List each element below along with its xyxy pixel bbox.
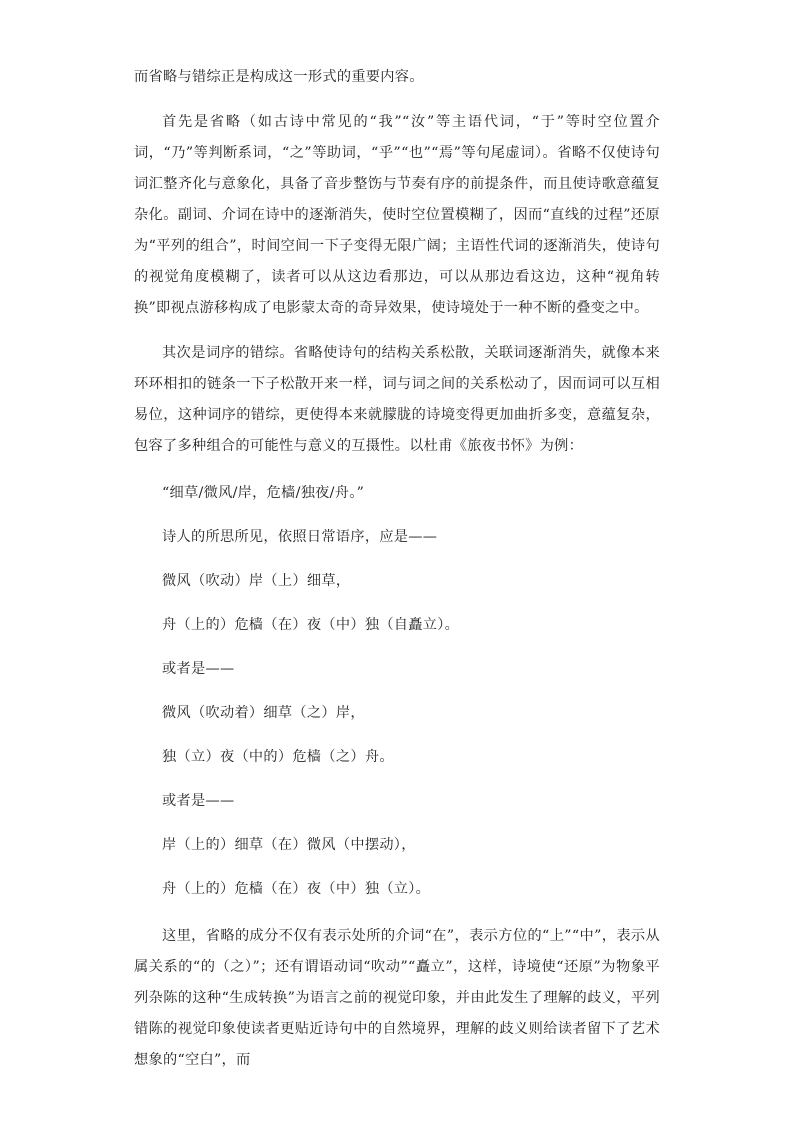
text-line: 诗人的所思所见，依照日常语序，应是——: [162, 529, 438, 545]
paragraph-intro: 而省略与错综正是构成这一形式的重要内容。: [134, 69, 424, 85]
text-line: 舟（上的）危樯（在）夜（中）独（自矗立）。: [162, 617, 460, 633]
poem-quote: “细草/微风/岸，危樯/独夜/舟。”: [162, 485, 365, 501]
text-line: 舟（上的）危樯（在）夜（中）独（立）。: [162, 881, 431, 897]
text-line: 或者是——: [162, 661, 235, 677]
text-line: 微风（吹动着）细草（之）岸，: [162, 705, 365, 721]
text-line: 微风（吹动）岸（上）细草，: [162, 573, 351, 589]
text-line: 独（立）夜（中的）危樯（之）舟。: [162, 749, 394, 765]
paragraph-word-order: 其次是词序的错综。省略使诗句的结构关系松散，关联词逐渐消失，就像本来环环相扣的链条一下子松散开来一样，词与词之间的关系松动了，因而词可以互相易位，这种词序的错综，更使得本来就朦胧的诗境变得更加曲折多变，意蕴复杂，包容了多种组合的可能性与意义的互摄性。以杜甫《旅夜书怀》为例：: [134, 345, 660, 454]
text-line: 或者是——: [162, 793, 235, 809]
text-line: 岸（上的）细草（在）微风（中摆动），: [162, 837, 416, 853]
paragraph-analysis: 这里，省略的成分不仅有表示处所的介词“在”，表示方位的“上”“中”，表示从属关系的“的（之）”；还有谓语动词“吹动”“矗立”，这样，诗境使“还原”为物象平列杂陈的这种“生成转换”为语言之前的视觉印象，并由此发生了理解的歧义，平列错陈的视觉印象使读者更贴近诗句中的自然境界，理解的歧义则给读者留下了艺术想象的“空白”，而: [134, 928, 660, 1068]
paragraph-omission: 首先是省略（如古诗中常见的“我”“汝”等主语代词，“于”等时空位置介词，“乃”等判断系词，“之”等助词，“乎”“也”“焉”等句尾虚词）。省略不仅使诗句词汇整齐化与意象化，具备了音步整饬与节奏有序的前提条件，而且使诗歌意蕴复杂化。副词、介词在诗中的逐渐消失，使时空位置模糊了，因而“直线的过程”还原为“平列的组合”，时间空间一下子变得无限广阔；主语性代词的逐渐消失，使诗句的视觉角度模糊了，读者可以从这边看那边，可以从那边看这边，这种“视角转换”即视点游移构成了电影蒙太奇的奇异效果，使诗境处于一种不断的叠变之中。: [134, 114, 660, 316]
